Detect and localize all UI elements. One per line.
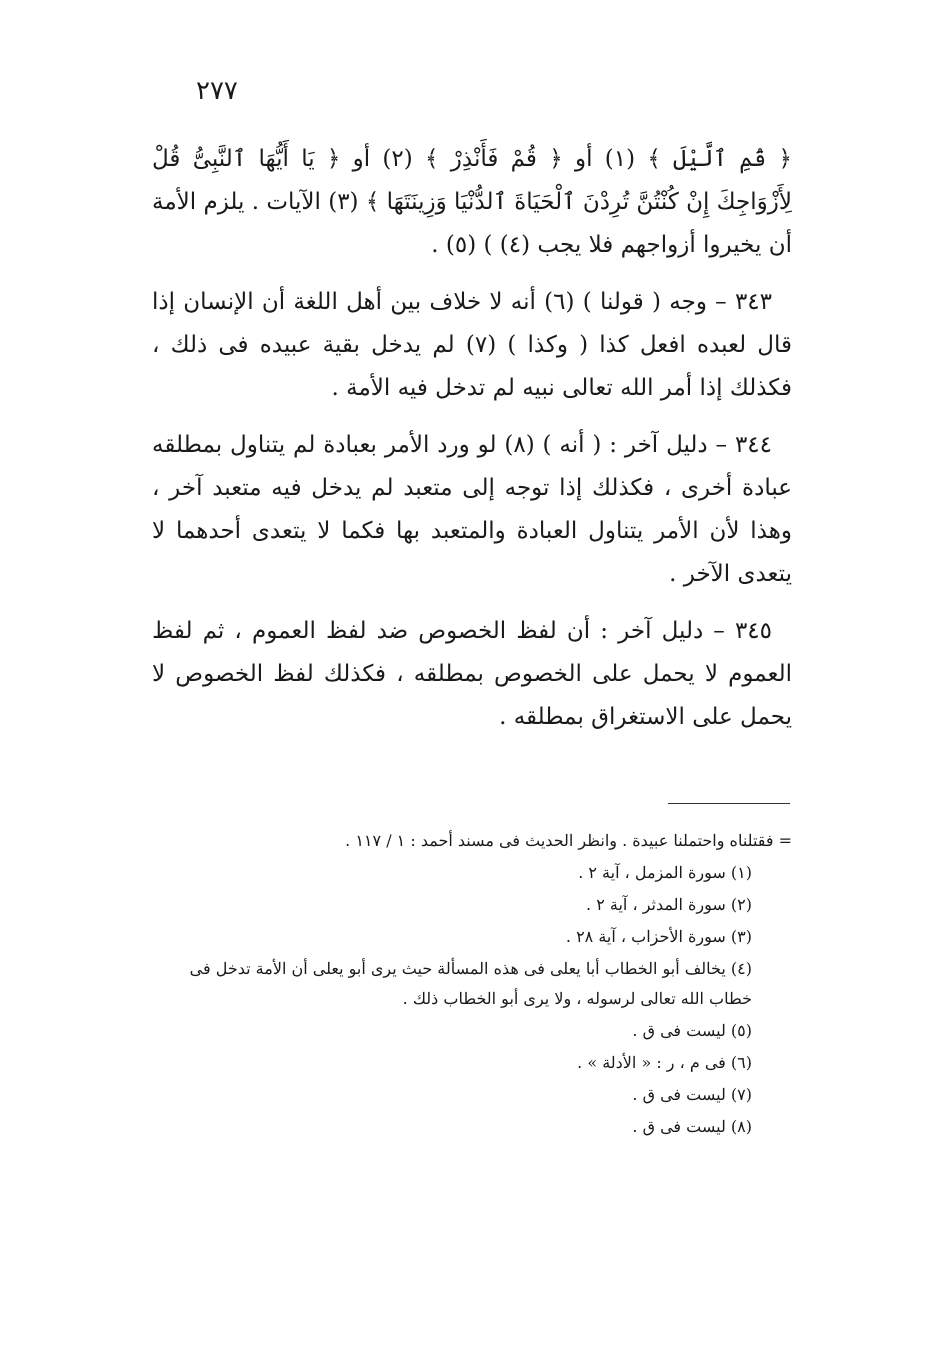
footnote-2: (٢) سورة المدثر ، آية ٢ .	[586, 895, 752, 914]
footnotes	[152, 826, 792, 1144]
paragraph-344: ٣٤٤ – دليل آخر : ( أنه ) (٨) لو ورد الأمر بعبادة لم يتناول بمطلقه عبادة أخرى ، فكذلك إذا توجه إلى متعبد لم يدخل فيه متعبد آخر ، وهذا لأن الأمر يتناول العبادة والمتعبد بها فكما لا يتعدى أحدهما لا يتعدى الآخر .	[152, 432, 792, 587]
footnote-1: (١) سورة المزمل ، آية ٢ .	[578, 863, 752, 882]
footnote-3: (٣) سورة الأحزاب ، آية ٢٨ .	[565, 927, 752, 946]
footnote-5: (٥) ليست فى ق .	[632, 1021, 752, 1040]
footnote-continuation: = فقتلناه واحتملنا عبيدة . وانظر الحديث فى مسند أحمد : ١ / ١١٧ .	[345, 831, 792, 850]
footnote-8: (٨) ليست فى ق .	[632, 1117, 752, 1136]
main-text	[152, 138, 792, 753]
paragraph-quran-continuation: ﴿ قُمِ ٱلَّيْلَ ﴾ (١) أو ﴿ قُمْ فَأَنْذِرْ ﴾ (٢) أو ﴿ يَا أَيُّهَا ٱلنَّبِىُّ قُلْ لِأَزْوَاجِكَ إِنْ كُنْتُنَّ تُرِدْنَ ٱلْحَيَاةَ ٱلدُّنْيَا وَزِينَتَهَا ﴾ (٣) الآيات . يلزم الأمة أن يخيروا أزواجهم فلا يجب (٤) ) (٥) .	[151, 146, 792, 258]
footnote-7: (٧) ليست فى ق .	[632, 1085, 752, 1104]
footnote-divider	[668, 803, 790, 804]
paragraph-345: ٣٤٥ – دليل آخر : أن لفظ الخصوص ضد لفظ العموم ، ثم لفظ العموم لا يحمل على الخصوص بمطلقه ، فكذلك لفظ الخصوص لا يحمل على الاستغراق بمطلقه .	[152, 618, 792, 730]
footnote-4: (٤) يخالف أبو الخطاب أبا يعلى فى هذه المسألة حيث يرى أبو يعلى أن الأمة تدخل فى خطاب الله تعالى لرسوله ، ولا يرى أبو الخطاب ذلك .	[189, 959, 752, 1008]
footnote-6: (٦) فى م ، ر : « الأدلة » .	[577, 1053, 752, 1072]
page-number: ٢٧٧	[196, 76, 238, 106]
paragraph-343: ٣٤٣ – وجه ( قولنا ) (٦) أنه لا خلاف بين أهل اللغة أن الإنسان إذا قال لعبده افعل كذا ( وكذا ) (٧) لم يدخل بقية عبيده فى ذلك ، فكذلك إذا أمر الله تعالى نبيه لم تدخل فيه الأمة .	[152, 289, 792, 401]
